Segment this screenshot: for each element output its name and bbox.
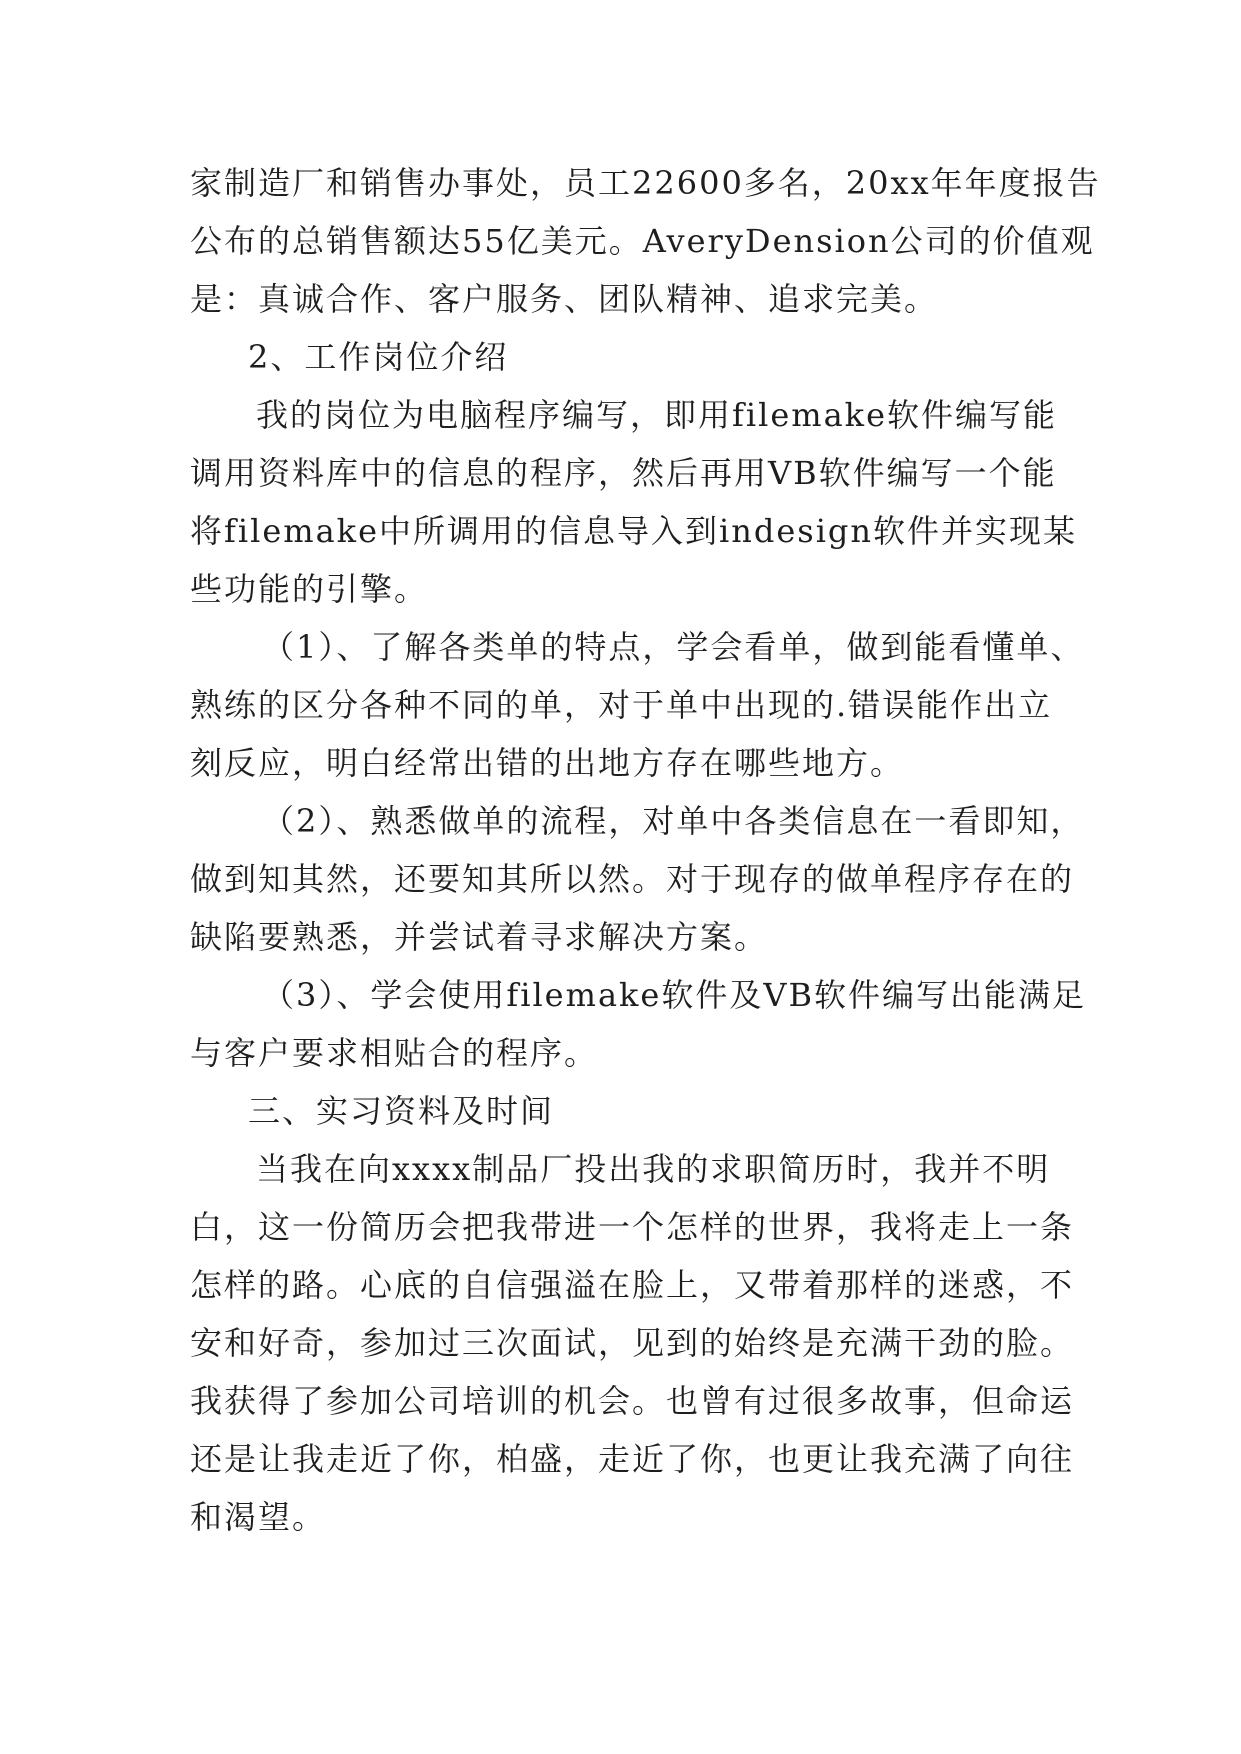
section-heading: 2、工作岗位介绍 xyxy=(248,338,509,376)
list-item: （2）、熟悉做单的流程，对单中各类信息在一看即知， xyxy=(262,802,1085,840)
body-line: 安和好奇，参加过三次面试，见到的始终是充满干劲的脸。 xyxy=(190,1324,1075,1362)
body-line: 当我在向xxxx制品厂投出我的求职简历时，我并不明 xyxy=(256,1150,1051,1188)
list-item: （1）、了解各类单的特点，学会看单，做到能看懂单、 xyxy=(262,628,1085,666)
list-item: （3）、学会使用filemake软件及VB软件编写出能满足 xyxy=(262,976,1086,1014)
body-line: 调用资料库中的信息的程序，然后再用VB软件编写一个能 xyxy=(190,454,1057,492)
body-line: 还是让我走近了你，柏盛，走近了你，也更让我充满了向往 xyxy=(190,1440,1075,1478)
body-line: 缺陷要熟悉，并尝试着寻求解决方案。 xyxy=(190,918,769,956)
body-line: 与客户要求相贴合的程序。 xyxy=(190,1034,599,1072)
body-line: 是：真诚合作、客户服务、团队精神、追求完美。 xyxy=(190,280,939,318)
body-line: 些功能的引擎。 xyxy=(190,570,429,608)
body-line: 和渴望。 xyxy=(190,1498,327,1536)
section-heading: 三、实习资料及时间 xyxy=(248,1092,555,1130)
body-line: 怎样的路。心底的自信强溢在脸上，又带着那样的迷惑，不 xyxy=(190,1266,1075,1304)
body-line: 熟练的区分各种不同的单，对于单中出现的.错误能作出立 xyxy=(190,686,1053,724)
body-line: 我的岗位为电脑程序编写，即用filemake软件编写能 xyxy=(256,396,1058,434)
body-line: 刻反应，明白经常出错的出地方存在哪些地方。 xyxy=(190,744,905,782)
body-line: 我获得了参加公司培训的机会。也曾有过很多故事，但命运 xyxy=(190,1382,1075,1420)
body-line: 做到知其然，还要知其所以然。对于现存的做单程序存在的 xyxy=(190,860,1075,898)
body-line: 公布的总销售额达55亿美元。AveryDension公司的价值观 xyxy=(190,222,1095,260)
body-line: 将filemake中所调用的信息导入到indesign软件并实现某 xyxy=(190,512,1078,550)
body-line: 家制造厂和销售办事处，员工22600多名，20xx年年度报告 xyxy=(190,164,1101,202)
body-line: 白，这一份简历会把我带进一个怎样的世界，我将走上一条 xyxy=(190,1208,1075,1246)
